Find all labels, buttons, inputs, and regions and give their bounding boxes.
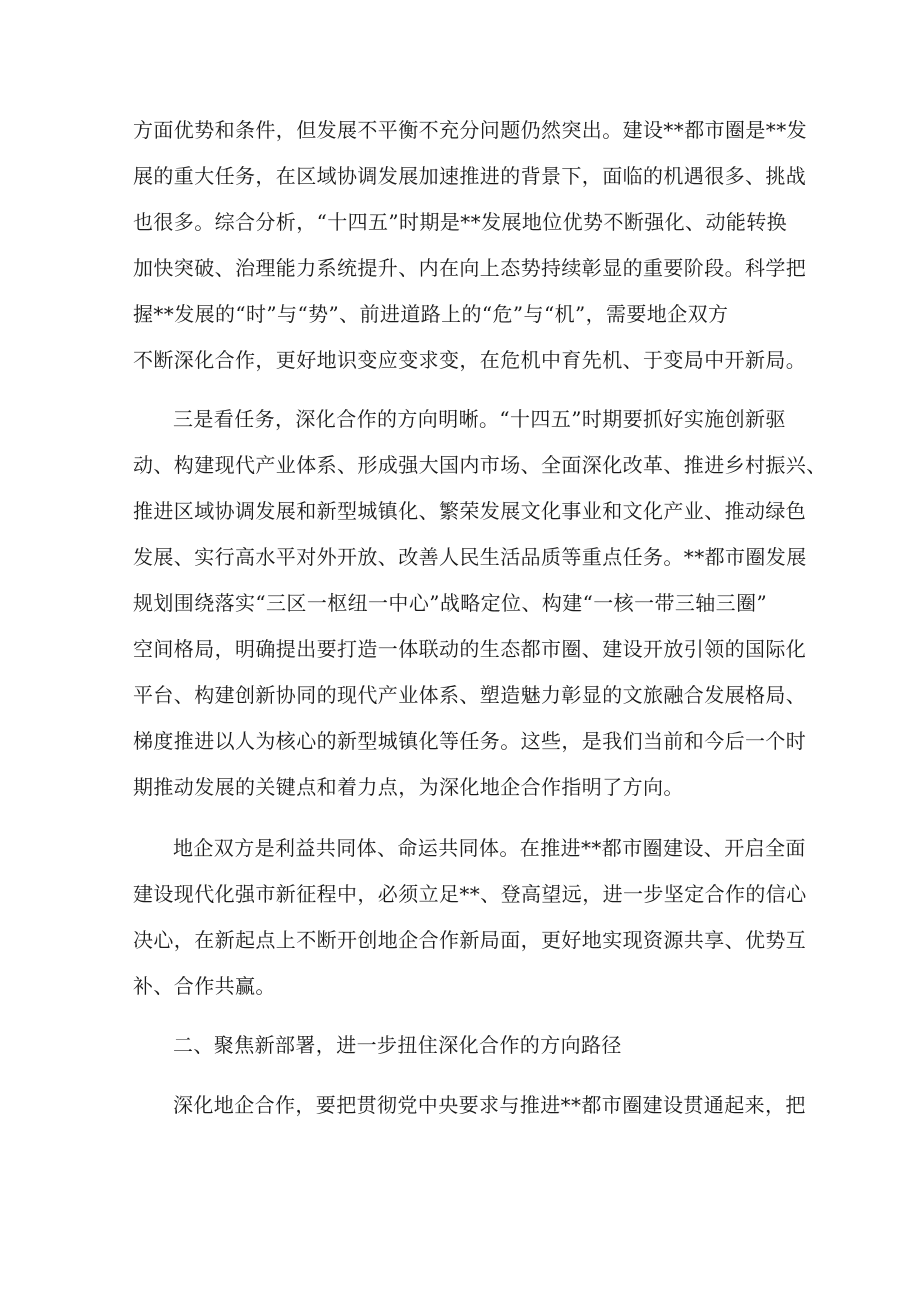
paragraph-3-line-3: 决心，在新起点上不断开创地企合作新局面，更好地实现资源共享、优势互: [133, 928, 807, 952]
paragraph-2-line-3: 推进区域协调发展和新型城镇化、繁荣发展文化事业和文化产业、推动绿色: [133, 499, 807, 523]
paragraph-2-line-7: 平台、构建创新协同的现代产业体系、塑造魅力彰显的文旅融合发展格局、: [133, 683, 807, 707]
paragraph-2-line-4: 发展、实行高水平对外开放、改善人民生活品质等重点任务。**都市圈发展: [133, 545, 807, 569]
section-heading: 二、聚焦新部署，进一步扭住深化合作的方向路径: [173, 1033, 622, 1057]
paragraph-2-line-5: 规划围绕落实“三区一枢纽一中心”战略定位、构建“一核一带三轴三圈”: [133, 591, 768, 615]
paragraph-5-line-1: 深化地企合作，要把贯彻党中央要求与推进**都市圈建设贯通起来，把: [173, 1093, 806, 1117]
paragraph-1-line-6: 不断深化合作，更好地识变应变求变，在危机中育先机、于变局中开新局。: [133, 348, 807, 372]
paragraph-3-line-1: 地企双方是利益共同体、命运共同体。在推进**都市圈建设、开启全面: [173, 836, 806, 860]
paragraph-3-line-4: 补、合作共赢。: [133, 974, 276, 998]
paragraph-2-line-9: 期推动发展的关键点和着力点，为深化地企合作指明了方向。: [133, 775, 684, 799]
paragraph-2-line-6: 空间格局，明确提出要打造一体联动的生态都市圈、建设开放引领的国际化: [133, 637, 807, 661]
paragraph-3-line-2: 建设现代化强市新征程中，必须立足**、登高望远，进一步坚定合作的信心: [133, 882, 807, 906]
paragraph-2-line-8: 梯度推进以人为核心的新型城镇化等任务。这些，是我们当前和今后一个时: [133, 729, 807, 753]
paragraph-1-line-5: 握**发展的“时”与“势”、前进道路上的“危”与“机”，需要地企双方: [133, 302, 729, 326]
paragraph-2-line-1: 三是看任务，深化合作的方向明晰。“十四五”时期要抓好实施创新驱: [173, 407, 786, 431]
paragraph-1-line-2: 展的重大任务，在区域协调发展加速推进的背景下，面临的机遇很多、挑战: [133, 164, 807, 188]
paragraph-1-line-1: 方面优势和条件，但发展不平衡不充分问题仍然突出。建设**都市圈是**发: [133, 118, 807, 142]
paragraph-1-line-4: 加快突破、治理能力系统提升、内在向上态势持续彰显的重要阶段。科学把: [133, 256, 807, 280]
paragraph-1-line-3: 也很多。综合分析，“十四五”时期是**发展地位优势不断强化、动能转换: [133, 210, 788, 234]
paragraph-2-line-2: 动、构建现代产业体系、形成强大国内市场、全面深化改革、推进乡村振兴、: [133, 453, 827, 477]
